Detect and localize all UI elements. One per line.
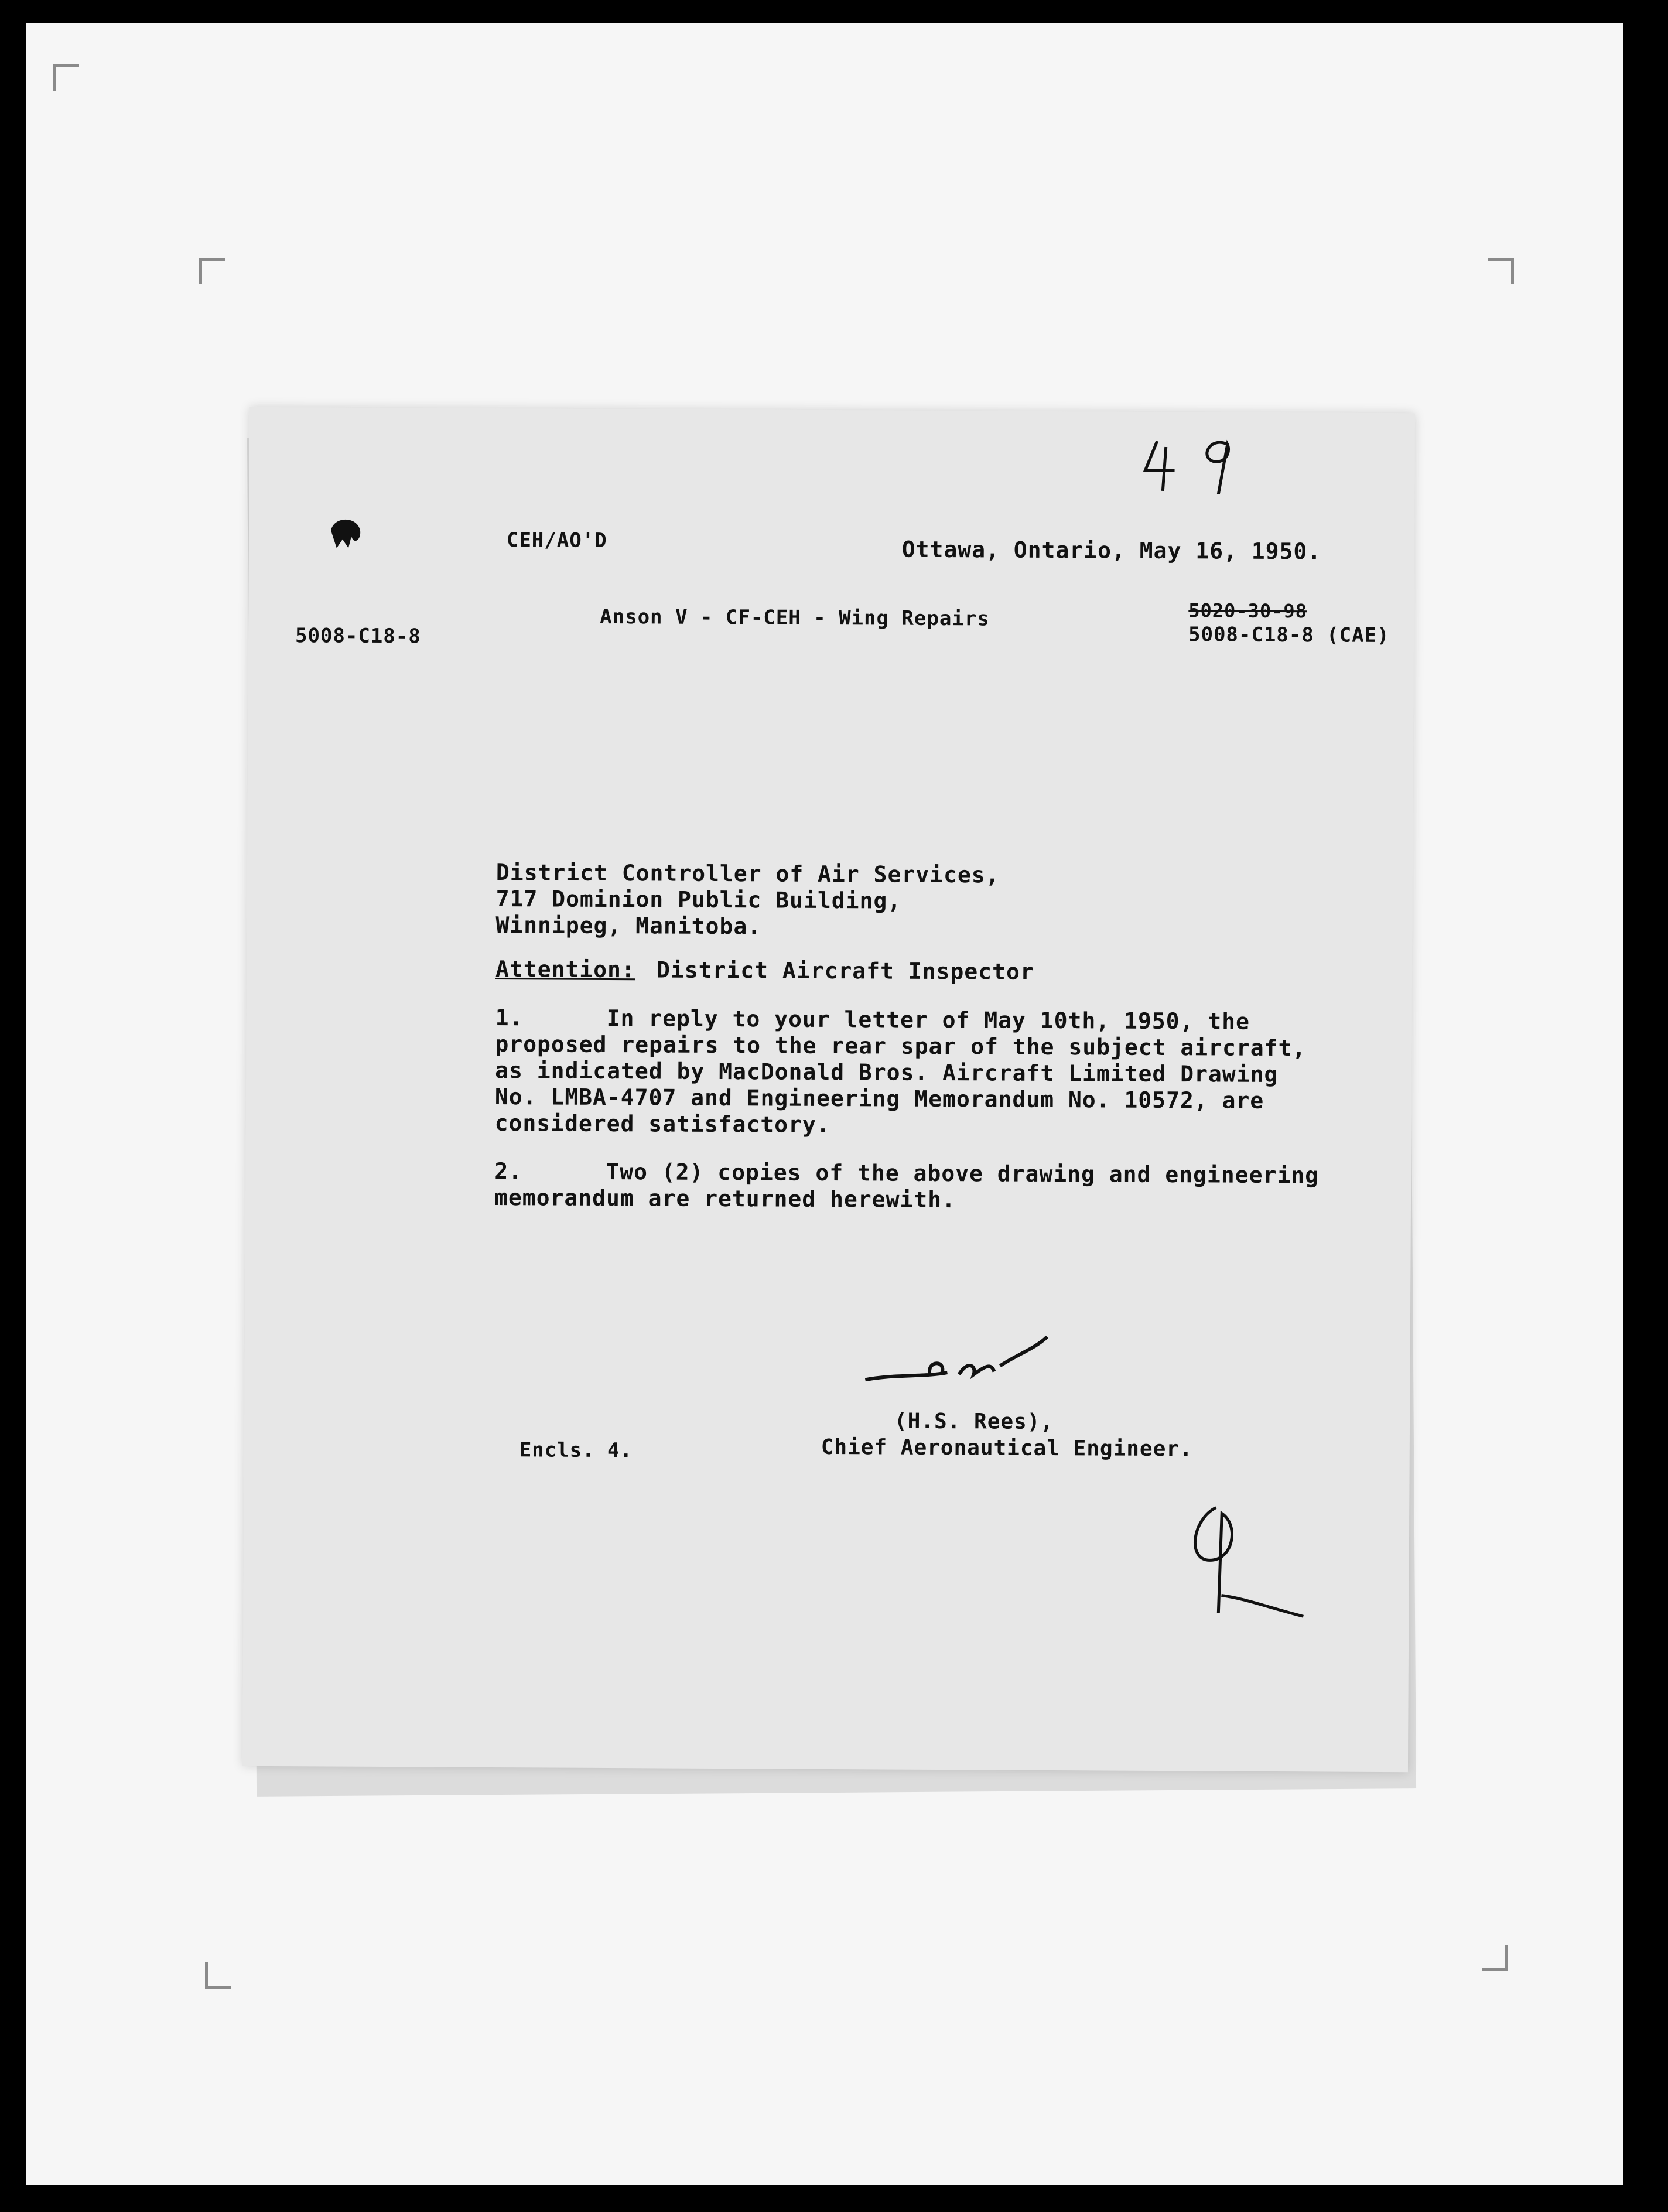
crop-mark-bottom-right [1482,1945,1508,1971]
crop-mark-top-right [1488,258,1514,284]
paragraph-1-line-2: proposed repairs to the rear spar of the subject aircraft, [495,1031,1307,1061]
signatory-name: (H.S. Rees), [894,1409,1054,1435]
file-number-right-struck: 5020-30-98 [1188,599,1308,623]
paragraph-1-line-4: No. LMBA-4707 and Engineering Memorandum No. 10572, are [494,1084,1264,1114]
reference-initials: CEH/AO'D [506,528,607,553]
address-line-2: 717 Dominion Public Building, [495,886,902,914]
paragraph-1-number: 1. [495,1005,524,1031]
handwritten-initials-icon [1174,1496,1310,1625]
crop-mark-top-left-inner [199,258,225,284]
attention-value: District Aircraft Inspector [656,957,1034,985]
place-date: Ottawa, Ontario, May 16, 1950. [901,536,1322,565]
letter-sheet [242,407,1415,1772]
address-line-1: District Controller of Air Services, [495,859,1000,888]
signatory-title: Chief Aeronautical Engineer. [821,1435,1193,1462]
paragraph-2-number: 2. [494,1158,523,1184]
paragraph-1-line-1: In reply to your letter of May 10th, 1950, the [606,1005,1250,1035]
paragraph-1-line-5: considered satisfactory. [494,1110,830,1138]
attention-label: Attention: [495,956,635,983]
paragraph-2-line-1: Two (2) copies of the above drawing and engineering [606,1159,1320,1189]
page-number [1145,441,1189,482]
signature-scribble-icon [859,1318,1076,1395]
file-number-right: 5008-C18-8 (CAE) [1188,623,1390,648]
paragraph-1-line-3: as indicated by MacDonald Bros. Aircraft Limited Drawing [495,1057,1279,1088]
crop-mark-bottom-left [205,1962,231,1989]
file-number-left: 5008-C18-8 [295,624,421,648]
paragraph-2-line-2: memorandum are returned herewith. [494,1184,956,1213]
enclosures: Encls. 4. [519,1438,633,1463]
crop-mark-top-left [53,64,79,91]
subject-line: Anson V - CF-CEH - Wing Repairs [600,605,990,631]
address-line-3: Winnipeg, Manitoba. [495,912,762,940]
ink-blot-icon [325,513,366,554]
